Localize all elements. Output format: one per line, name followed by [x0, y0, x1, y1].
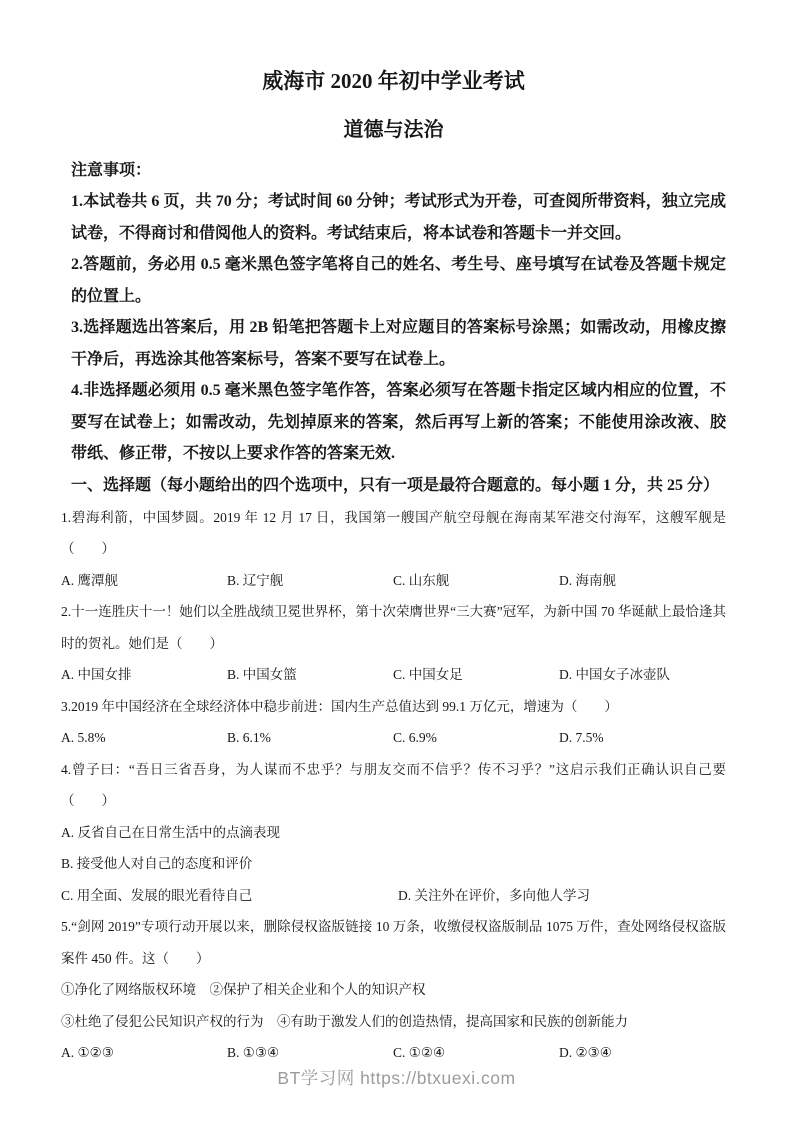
- option-b: B. 接受他人对自己的态度和评价: [61, 856, 253, 872]
- option-b: B. 中国女篮: [227, 667, 297, 683]
- question-2: [61, 596, 726, 691]
- question-4: [61, 754, 726, 912]
- option-b: B. 辽宁舰: [227, 572, 284, 588]
- exam-subject-subtitle: 道德与法治: [343, 119, 444, 142]
- option-d: D. 关注外在评价，多向他人学习: [398, 887, 590, 903]
- question-stem: 1.碧海利箭，中国梦圆。2019 年 12 月 17 日，我国第一艘国产航空母舰在海南某军港交付海军，这艘军舰是（ ）: [61, 509, 726, 557]
- notice-item-2: 2.答题前，务必用 0.5 毫米黑色签字笔将自己的姓名、考生号、座号填写在试卷及答题卡规定的位置上。: [71, 256, 726, 305]
- watermark-url: https://btxuexi.com: [360, 1068, 516, 1088]
- notice-item-3: 3.选择题选出答案后，用 2B 铅笔把答题卡上对应题目的答案标号涂黑；如需改动，用橡皮擦干净后，再选涂其他答案标号，答案不要写在试卷上。: [71, 319, 726, 368]
- notice-item-1: 1.本试卷共 6 页，共 70 分；考试时间 60 分钟；考试形式为开卷，可查阅所带资料，独立完成试卷，不得商讨和借阅他人的资料。考试结束后，将本试卷和答题卡一并交回。: [71, 193, 726, 242]
- option-d: D. 海南舰: [559, 572, 616, 588]
- option-a: A. 反省自己在日常生活中的点滴表现: [61, 824, 280, 840]
- question-stem: 2.十一连胜庆十一！她们以全胜战绩卫冕世界杯，第十次荣膺世界“三大赛”冠军，为新中国 70 华诞献上最恰逢其时的贺礼。她们是（ ）: [61, 604, 726, 651]
- questions-area: [61, 502, 726, 1069]
- option-c: C. 山东舰: [393, 572, 450, 588]
- question-sub-items-1: ①净化了网络版权环境 ②保护了相关企业和个人的知识产权: [61, 982, 426, 998]
- question-3: [61, 691, 726, 754]
- question-stem: 4.曾子曰：“吾日三省吾身，为人谋而不忠乎？与朋友交而不信乎？传不习乎？”这启示我们正确认识自己要（ ）: [61, 761, 726, 809]
- option-a: A. 5.8%: [61, 730, 106, 746]
- option-a: A. ①②③: [61, 1045, 114, 1061]
- notice-item-4: 4.非选择题必须用 0.5 毫米黑色签字笔作答，答案必须写在答题卡指定区域内相应的位置，不要写在试卷上；如需改动，先划掉原来的答案，然后再写上新的答案；不能使用涂改液、胶带纸、修正带，不按以上要求作答的答案无效.: [71, 382, 726, 463]
- option-d: D. ②③④: [559, 1045, 612, 1061]
- watermark-footer: [0, 1065, 793, 1090]
- option-b: B. ①③④: [227, 1045, 280, 1061]
- option-d: D. 7.5%: [559, 730, 604, 746]
- question-1-options: [61, 565, 726, 597]
- option-c: C. 用全面、发展的眼光看待自己: [61, 887, 253, 903]
- exam-title: 威海市 2020 年初中学业考试: [262, 69, 525, 93]
- option-a: A. 中国女排: [61, 667, 132, 683]
- watermark-site-label: BT学习网: [277, 1068, 355, 1088]
- option-c: C. ①②④: [393, 1045, 446, 1061]
- question-2-options: [61, 659, 726, 691]
- question-5: [61, 911, 726, 1069]
- question-3-options: [61, 722, 726, 754]
- option-c: C. 6.9%: [393, 730, 437, 746]
- question-stem: 5.“剑网 2019”专项行动开展以来，删除侵权盗版链接 10 万条，收缴侵权盗版制品 1075 万件，查处网络侵权盗版案件 450 件。这（ ）: [61, 919, 726, 966]
- question-4-options: [61, 817, 726, 912]
- question-1: [61, 502, 726, 597]
- question-stem: 3.2019 年中国经济在全球经济体中稳步前进：国内生产总值达到 99.1 万亿元，增速为（ ）: [61, 698, 618, 714]
- option-d: D. 中国女子冰壶队: [559, 667, 670, 683]
- option-c: C. 中国女足: [393, 667, 463, 683]
- section-heading-choice-questions: 一、选择题（每小题给出的四个选项中，只有一项是最符合题意的。每小题 1 分，共 25 分）: [71, 476, 720, 494]
- notice-heading: 注意事项：: [71, 162, 152, 180]
- notice-section: [61, 155, 726, 470]
- option-a: A. 鹰潭舰: [61, 572, 118, 588]
- option-b: B. 6.1%: [227, 730, 271, 746]
- question-sub-items-2: ③杜绝了侵犯公民知识产权的行为 ④有助于激发人们的创造热情，提高国家和民族的创新能力: [61, 1013, 628, 1029]
